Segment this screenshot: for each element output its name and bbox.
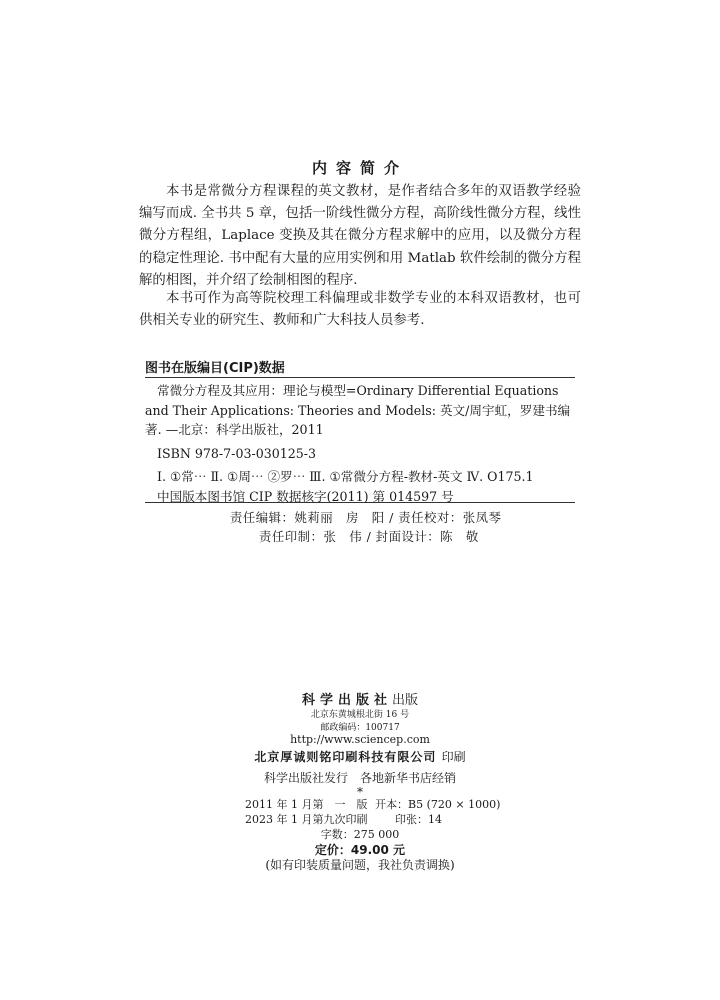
separator-star: * (357, 785, 363, 799)
publisher-postcode: 邮政编码：100717 (320, 723, 400, 733)
printer-suffix: 印刷 (441, 750, 466, 764)
publisher-suffix: 出版 (392, 693, 419, 708)
cip-isbn: ISBN 978-7-03-030125-3 (157, 445, 317, 461)
summary-title: 内容简介 (311, 159, 408, 177)
format-size: 开本：B5 (720 × 1000) (375, 798, 501, 811)
printer-line (0, 748, 720, 765)
quality-note: (如有印装质量问题，我社负责调换) (265, 858, 455, 872)
staff-line-editors: 责任编辑：姚莉丽 房 阳 / 责任校对：张凤琴 (230, 510, 502, 525)
cip-classification: Ⅰ. ①常⋯ Ⅱ. ①周⋯ ②罗⋯ Ⅲ. ①常微分方程-教材-英文 Ⅳ. O175.1 (157, 469, 534, 485)
printer-name: 北京厚诚则铭印刷科技有限公司 (254, 750, 437, 764)
cip-entry: 常微分方程及其应用：理论与模型=Ordinary Differential Equations and Their Applications: Theories and Models: 英文/周宇虹，罗建书编著. —北京：科学出版社，2011 (145, 383, 571, 438)
cip-bottom-rule (145, 502, 575, 503)
cip-record: 中国版本图书馆 CIP 数据核字(2011) 第 014597 号 (157, 488, 454, 504)
edition-date: 2011 年 1 月第 一 版 (245, 798, 368, 811)
cip-top-rule (145, 377, 575, 378)
printing-line (245, 811, 442, 827)
publisher-name: 科学出版社 (301, 693, 392, 708)
publisher-address: 北京东黄城根北街 16 号 (310, 710, 410, 720)
price: 定价：49.00 元 (314, 843, 406, 857)
word-count: 字数：275 000 (320, 828, 400, 841)
printed-sheets: 印张：14 (395, 813, 442, 826)
edition-line (245, 796, 500, 812)
publisher-line (0, 689, 720, 708)
cip-block (145, 381, 575, 507)
publisher-url: http://www.sciencep.com (290, 733, 430, 746)
staff-line-production: 责任印制：张 伟 / 封面设计：陈 敬 (259, 529, 479, 544)
summary-paragraph-2: 本书可作为高等院校理工科偏理或非数学专业的本科双语教材，也可供相关专业的研究生、教师和广大科技人员参考. (139, 291, 581, 329)
summary-paragraph-1: 本书是常微分方程课程的英文教材，是作者结合多年的双语教学经验编写而成. 全书共 5 章，包括一阶线性微分方程，高阶线性微分方程，线性微分方程组，Laplace 变换及其在微分方程求解中的应用，以及微分方程的稳定性理论. 书中配有大量的应用实例和用 Matlab 软件绘制的微分方程解的相图，并介绍了绘制相图的程序. (139, 184, 581, 288)
cip-heading: 图书在版编目(CIP)数据 (145, 361, 285, 376)
printing-date: 2023 年 1 月第九次印刷 (245, 813, 368, 826)
distribution-line: 科学出版社发行 各地新华书店经销 (263, 771, 456, 785)
